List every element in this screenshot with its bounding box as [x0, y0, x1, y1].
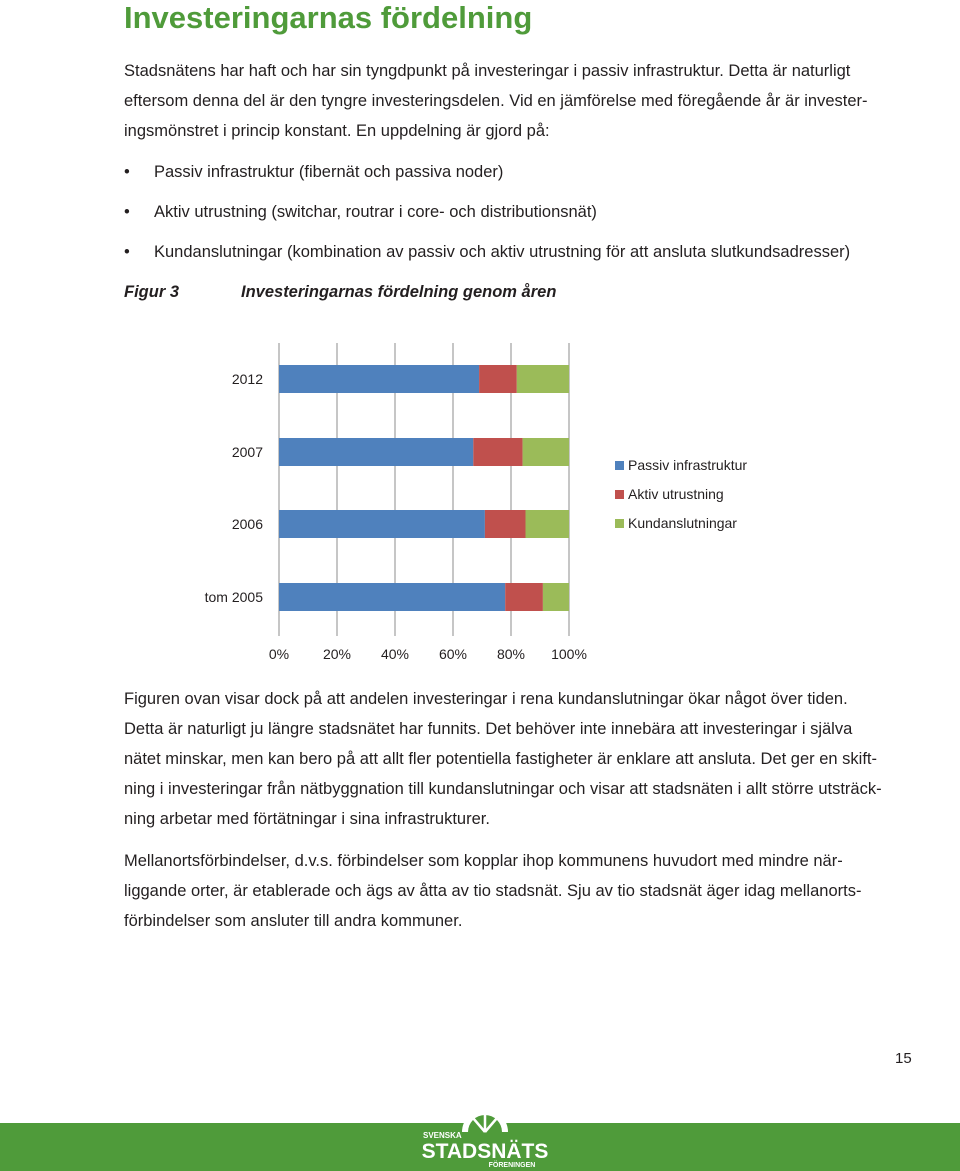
tick-label: 40%: [380, 646, 410, 662]
figure-title: Investeringarnas fördelning genom åren: [241, 283, 557, 301]
body-line: nätet minskar, men kan bero på att allt fler potentiella fastigheter är enklare att ansluta. Det ger en skift-: [124, 750, 877, 768]
intro-line: Stadsnätens har haft och har sin tyngdpunkt på investeringar i passiv infrastruktur. Detta är naturligt: [124, 62, 851, 80]
logo-main-text: STADSNÄTS: [421, 1140, 549, 1163]
legend-swatch: [615, 490, 624, 499]
body-line: Detta är naturligt ju längre stadsnätet har funnits. Det behöver inte innebära att investeringar i själva: [124, 720, 853, 738]
bar-segment: [479, 365, 517, 393]
page-title: Investeringarnas fördelning: [124, 0, 533, 35]
closing-paragraph: [124, 846, 904, 936]
intro-paragraph: [124, 56, 904, 146]
bullet-text: Passiv infrastruktur (fibernät och passiva noder): [154, 163, 504, 181]
logo-bottom-text: FÖRENINGEN: [488, 1162, 536, 1169]
legend-label: Kundanslutningar: [628, 515, 737, 531]
tick-label: 0%: [268, 646, 290, 662]
bar-segment: [279, 583, 505, 611]
bar-segment: [526, 510, 570, 538]
bullet-text: Kundanslutningar (kombination av passiv och aktiv utrustning för att ansluta slutkundsadresser): [154, 243, 851, 261]
bar-segment: [279, 510, 485, 538]
bar-segment: [505, 583, 543, 611]
legend-label: Passiv infrastruktur: [628, 457, 748, 473]
closing-line: Mellanortsförbindelser, d.v.s. förbindelser som kopplar ihop kommunens huvudort med mindre när-: [124, 852, 843, 870]
tick-label: 20%: [322, 646, 352, 662]
intro-line: ingsmönstret i princip konstant. En uppdelning är gjord på:: [124, 122, 550, 140]
body-line: Figuren ovan visar dock på att andelen investeringar i rena kundanslutningar ökar något över tiden.: [124, 690, 848, 708]
closing-line: förbindelser som ansluter till andra kommuner.: [124, 912, 463, 930]
tick-label: 80%: [496, 646, 526, 662]
tick-label: 100%: [551, 646, 587, 662]
figure-label: Figur 3: [124, 283, 180, 301]
bar-segment: [485, 510, 526, 538]
bar-segment: [517, 365, 569, 393]
bar-segment: [279, 438, 473, 466]
legend-swatch: [615, 519, 624, 528]
logo-emblem-icon: [462, 1109, 508, 1132]
legend-label: Aktiv utrustning: [628, 486, 724, 502]
bar-segment: [279, 365, 479, 393]
bar-segment: [543, 583, 569, 611]
stacked-bar-chart: [0, 330, 960, 680]
bullet-dot: •: [124, 243, 130, 261]
legend-swatch: [615, 461, 624, 470]
intro-line: eftersom denna del är den tyngre investeringsdelen. Vid en jämförelse med föregående år är invester-: [124, 92, 868, 110]
tick-label: 60%: [438, 646, 468, 662]
page-number: 15: [895, 1050, 912, 1067]
bullet-dot: •: [124, 203, 130, 221]
bullet-dot: •: [124, 163, 130, 181]
body-line: ning i investeringar från nätbyggnation till kundanslutningar och visar att stadsnäten i allt större utsträck-: [124, 780, 882, 798]
closing-line: liggande orter, är etablerade och ägs av åtta av tio stadsnät. Sju av tio stadsnät äger idag mellanorts-: [124, 882, 862, 900]
bar-segment: [473, 438, 522, 466]
category-label: 2012: [231, 371, 263, 387]
stadsnats-logo: [410, 1102, 560, 1171]
body-line: ning arbetar med förtätningar i sina infrastrukturer.: [124, 810, 490, 828]
category-label: 2006: [231, 516, 263, 532]
category-label: 2007: [231, 444, 263, 460]
logo-top-text: SVENSKA: [423, 1131, 462, 1140]
bar-segment: [523, 438, 569, 466]
body-paragraph: [124, 684, 904, 834]
bullet-text: Aktiv utrustning (switchar, routrar i core- och distributionsnät): [154, 203, 597, 221]
category-label: tom 2005: [204, 589, 263, 605]
